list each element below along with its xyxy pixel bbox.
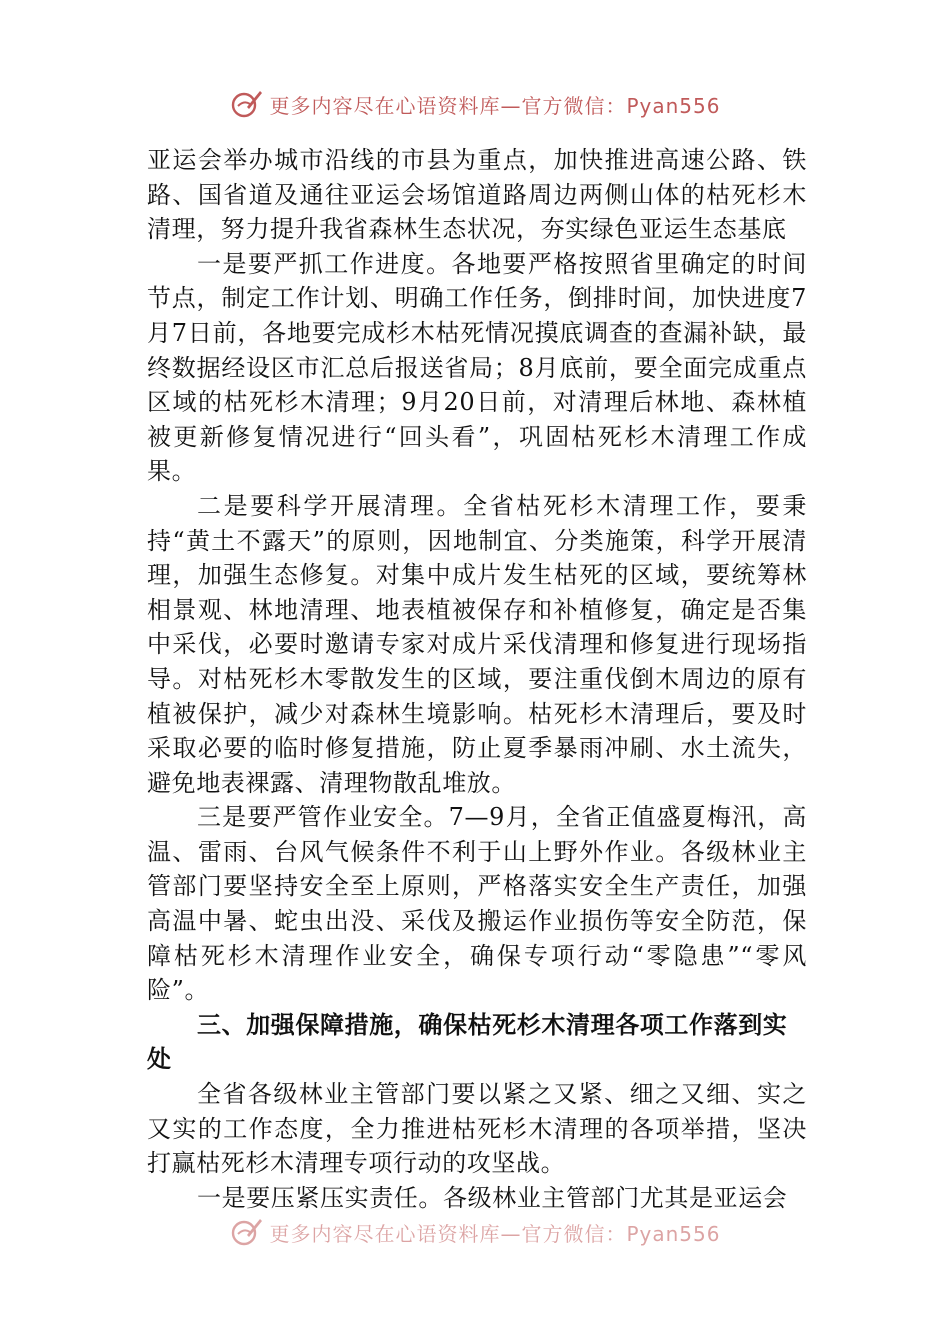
document-body (147, 143, 807, 1215)
paragraph-2: 一是要严抓工作进度。各地要严格按照省里确定的时间节点，制定工作计划、明确工作任务，倒排时间，加快进度7月7日前，各地要完成杉木枯死情况摸底调查的查漏补缺，最终数据经设区市汇总后报送省局；8月底前，要全面完成重点区域的枯死杉木清理；9月20日前，对清理后林地、森林植被更新修复情况进行“回头看”，巩固枯死杉木清理工作成果。 (147, 249, 807, 486)
pen-logo-icon (229, 1215, 263, 1249)
paragraph-3: 二是要科学开展清理。全省枯死杉木清理工作，要秉持“黄土不露天”的原则，因地制宜、分类施策，科学开展清理，加强生态修复。对集中成片发生枯死的区域，要统筹林相景观、林地清理、地表植被保存和补植修复，确定是否集中采伐，必要时邀请专家对成片采伐清理和修复进行现场指导。对枯死杉木零散发生的区域，要注重伐倒木周边的原有植被保护，减少对森林生境影响。枯死杉木清理后，要及时采取必要的临时修复措施，防止夏季暴雨冲刷、水土流失，避免地表裸露、清理物散乱堆放。 (147, 491, 807, 797)
watermark-footer (0, 1212, 950, 1252)
watermark-header (0, 84, 950, 124)
watermark-text: 更多内容尽在心语资料库—官方微信：Pyan556 (269, 93, 721, 118)
paragraph-5: 全省各级林业主管部门要以紧之又紧、细之又细、实之又实的工作态度，全力推进枯死杉木清理的各项举措，坚决打赢枯死杉木清理专项行动的攻坚战。 (147, 1080, 807, 1178)
pen-logo-icon (229, 87, 263, 121)
paragraph-1: 亚运会举办城市沿线的市县为重点，加快推进高速公路、铁路、国省道及通往亚运会场馆道路周边两侧山体的枯死杉木清理，努力提升我省森林生态状况，夯实绿色亚运生态基底 (147, 146, 807, 244)
paragraph-4: 三是要严管作业安全。7—9月，全省正值盛夏梅汛，高温、雷雨、台风气候条件不利于山上野外作业。各级林业主管部门要坚持安全至上原则，严格落实安全生产责任，加强高温中暑、蛇虫出没、采伐及搬运作业损伤等安全防范，保障枯死杉木清理作业安全，确保专项行动“零隐患”“零风险”。 (147, 803, 807, 1005)
watermark-text: 更多内容尽在心语资料库—官方微信：Pyan556 (269, 1221, 721, 1246)
paragraph-6: 一是要压紧压实责任。各级林业主管部门尤其是亚运会 (197, 1183, 788, 1212)
section-heading: 三、加强保障措施，确保枯死杉木清理各项工作落到实处 (147, 1010, 788, 1074)
